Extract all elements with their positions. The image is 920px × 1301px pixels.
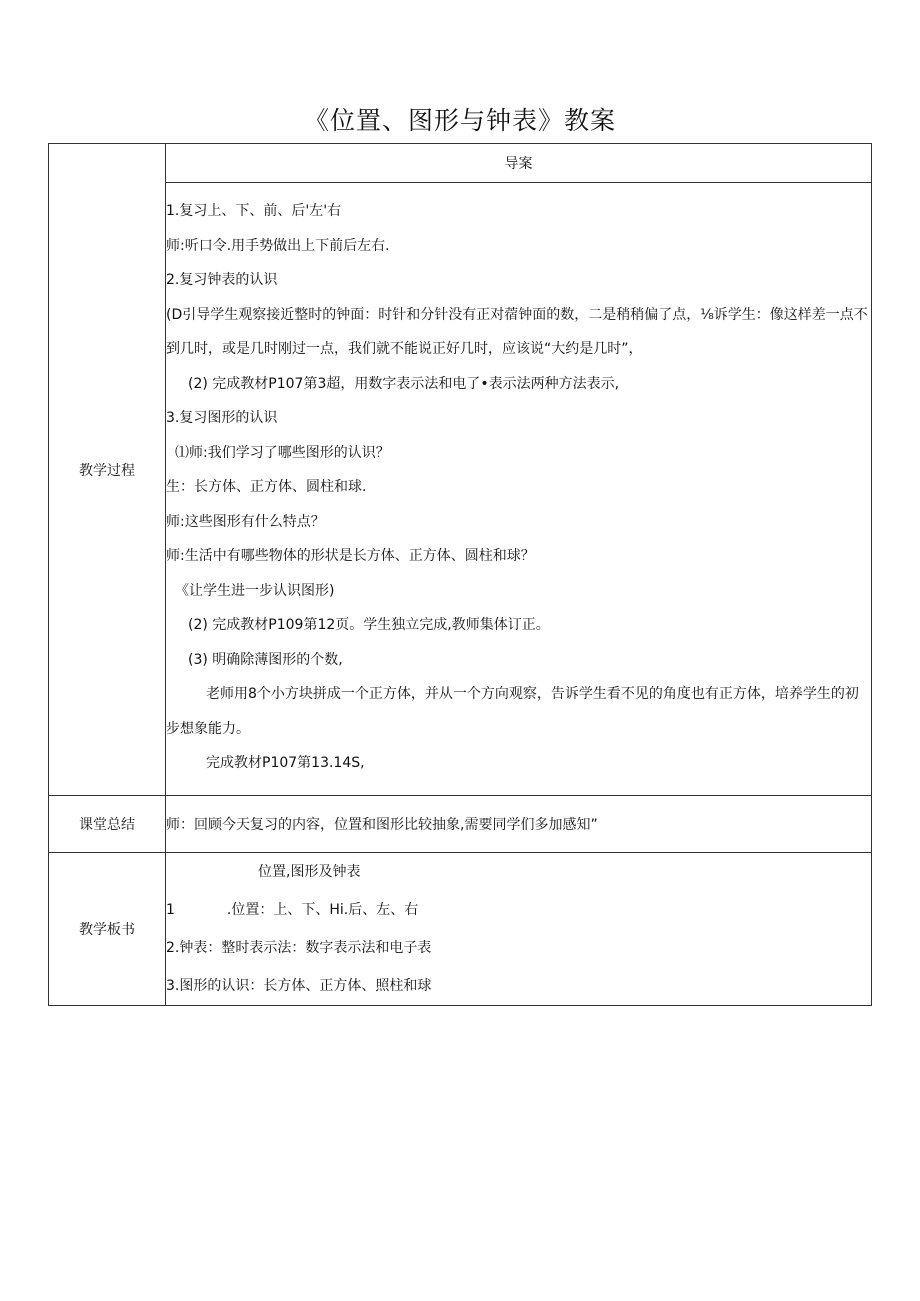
process-content (166, 183, 872, 796)
process-line: 完成教材P107第13.14S, (206, 755, 365, 771)
process-line: 师:听口令.用手势做出上下前后左右. (166, 237, 390, 254)
process-line: 2.复习钟表的认识 (166, 272, 278, 288)
process-paragraph: (D引导学生观察接近整时的钟面：时针和分针没有正对蓿钟面的数，二是稍稍偏了点，⅛诉学生：像这样差一点不到几时，或是几时刚过一点，我们就不能说正好几时，应该说“大约是几时”， (166, 306, 868, 357)
document-title: 《位置、图形与钟表》教案 (303, 106, 616, 135)
process-line: 师:生活中有哪些物体的形状是长方体、正方体、圆柱和球？ (166, 548, 535, 564)
process-line: 1.复习上、下、前、后'左'右 (166, 203, 342, 219)
process-line: 师:这些图形有什么特点？ (166, 513, 325, 530)
process-line: (2) 完成教材P107第3超，用数字表示法和电了•表示法两种方法表示, (188, 375, 620, 392)
board-line-text: .位置：上、下、Hi.后、左、右 (226, 902, 419, 918)
process-line: 《让学生进一步认识图形) (175, 582, 335, 599)
process-label: 教学过程 (49, 144, 166, 796)
process-paragraph: 老师用8个小方块拼成一个正方体，并从一个方向观察，告诉学生看不见的角度也有正方体，培养学生的初步想象能力。 (166, 686, 859, 737)
board-line-position (166, 891, 871, 929)
board-label: 教学板书 (49, 853, 166, 1006)
process-line: (2) 完成教材P109第12页。学生独立完成,教师集体订正。 (188, 617, 550, 633)
summary-label: 课堂总结 (49, 796, 166, 853)
board-title: 位置,图形及钟表 (258, 864, 361, 880)
board-line-clock: 2.钟表：整时表示法：数字表示法和电子表 (166, 940, 432, 956)
guide-header: 导案 (166, 144, 872, 183)
summary-text: 师：回顾今天复习的内容，位置和图形比较抽象,需要同学们多加感知” (166, 796, 872, 853)
board-content (166, 853, 872, 1006)
process-line: 3.复习图形的认识 (166, 410, 278, 426)
lesson-plan-table (48, 143, 872, 1006)
board-line-shapes: 3.图形的认识：长方体、正方体、照柱和球 (166, 978, 432, 994)
process-line: ⑴师:我们学习了哪些图形的认识？ (175, 444, 390, 461)
board-line-number: 1 (166, 902, 175, 918)
process-line: 生：长方体、正方体、圆柱和球. (166, 479, 367, 495)
process-line: (3) 明确除薄图形的个数, (188, 651, 343, 668)
